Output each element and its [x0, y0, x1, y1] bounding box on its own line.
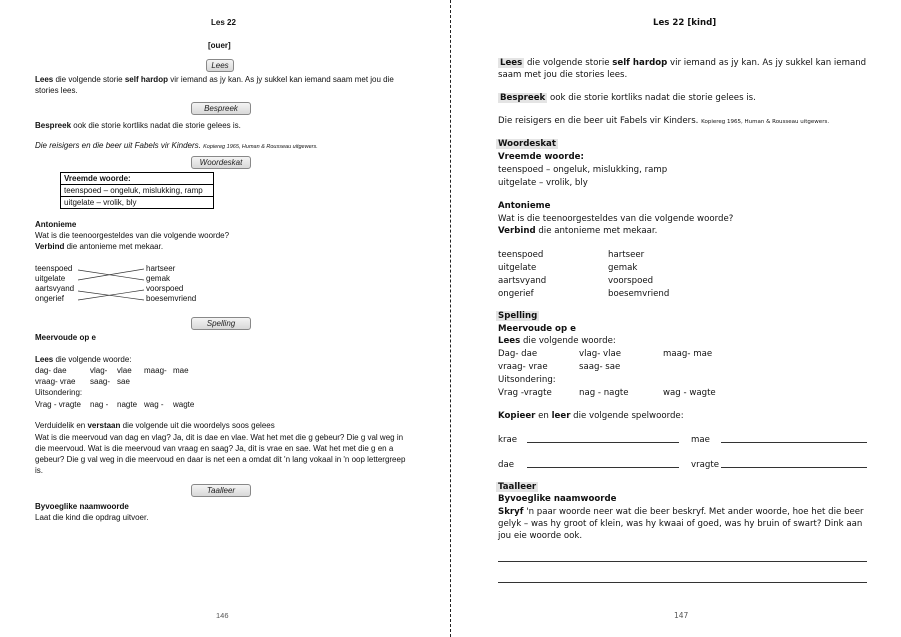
- spell-word: dae: [498, 460, 515, 470]
- page-number: 146: [216, 611, 229, 620]
- vocab-row: teenspoed – ongeluk, mislukking, ramp: [61, 184, 213, 196]
- match-left-column: [35, 264, 74, 304]
- lesson-title: Les 22 [kind]: [653, 18, 717, 28]
- page-number: 147: [674, 611, 689, 620]
- write-line[interactable]: [527, 442, 679, 443]
- kopieer-instruction: Kopieer en leer die volgende spelwoorde:: [498, 411, 684, 421]
- uitsondering-label: Uitsondering:: [35, 388, 83, 397]
- verbind-instruction: Verbind die antonieme met mekaar.: [35, 242, 164, 251]
- skryf-paragraph: Skryf 'n paar woorde neer wat die beer beskryf. Met ander woorde, hoe het die beer gelyk – was hy groot of klein, was hy kwaai of goed, was hy bruin of swart? Dink aan jou eie woorde ook.: [498, 507, 864, 541]
- vocab-line: teenspoed – ongeluk, mislukking, ramp: [498, 165, 668, 175]
- match-word: voorspoed: [608, 276, 654, 286]
- uitsondering-row: Vrag -vragte nag - nagte wag - wagte: [498, 388, 716, 398]
- plural-row: vraag- vrae saag- sae: [35, 377, 130, 386]
- match-word: ongerief: [498, 289, 534, 299]
- lees-paragraph: Lees die volgende storie self hardop vir iemand as jy kan. As jy sukkel kan iemand saam met jou die stories lees.: [35, 75, 394, 95]
- match-word: uitgelate: [35, 274, 66, 283]
- byvoeglike-heading: Byvoeglike naamwoorde: [35, 502, 129, 511]
- bespreek-paragraph: Bespreek ook die storie kortliks nadat die storie gelees is.: [500, 93, 756, 103]
- story-source: Die reisigers en die beer uit Fabels vir Kinders. Kopiereg 1965, Human & Rousseau uitgewers.: [35, 141, 318, 150]
- lees-words-instruction: Lees die volgende woorde:: [35, 355, 132, 364]
- match-word: gemak: [146, 274, 171, 283]
- vocab-line: uitgelate – vrolik, bly: [498, 178, 588, 188]
- verbind-instruction: Verbind die antonieme met mekaar.: [498, 226, 658, 236]
- match-left-column: [498, 249, 546, 301]
- match-word: boesemvriend: [146, 294, 197, 303]
- match-word: teenspoed: [35, 264, 73, 273]
- lees-button[interactable]: Lees: [206, 59, 234, 72]
- laat-instruction: Laat die kind die opdrag uitvoer.: [35, 513, 149, 522]
- write-line[interactable]: [721, 467, 867, 468]
- bespreek-paragraph: Bespreek ook die storie kortliks nadat die storie gelees is.: [35, 121, 241, 130]
- antonieme-heading: Antonieme: [498, 201, 551, 211]
- vocab-table: [60, 172, 214, 209]
- match-word: teenspoed: [498, 250, 544, 260]
- spell-word: vragte: [691, 460, 719, 470]
- taalleer-button[interactable]: Taalleer: [191, 484, 251, 497]
- lees-words-instruction: Lees die volgende woorde:: [498, 336, 616, 346]
- woordeskat-heading: Woordeskat: [498, 139, 556, 149]
- vocab-row: uitgelate – vrolik, bly: [61, 196, 213, 208]
- spell-word: mae: [691, 435, 710, 445]
- uitsondering-row: Vrag - vragte nag - nagte wag - wagte: [35, 400, 195, 409]
- lees-paragraph: Lees die volgende storie self hardop vir iemand as jy kan. As jy sukkel kan iemand saam met jou die stories lees.: [498, 58, 867, 80]
- match-word: aartsvyand: [498, 276, 547, 286]
- write-line[interactable]: [721, 442, 867, 443]
- spell-word: krae: [498, 435, 518, 445]
- write-line[interactable]: [527, 467, 679, 468]
- write-line[interactable]: [498, 582, 867, 583]
- left-page-146: [0, 0, 449, 637]
- taalleer-heading: Taalleer: [498, 482, 537, 492]
- byvoeglike-heading: Byvoeglike naamwoorde: [498, 494, 617, 504]
- right-page-147: [453, 0, 901, 637]
- meervoude-heading: Meervoude op e: [498, 324, 576, 334]
- vreemde-heading: Vreemde woorde:: [498, 152, 584, 162]
- plural-row: dag- dae vlag- vlae maag- mae: [35, 366, 189, 375]
- spelling-heading: Spelling: [498, 311, 538, 321]
- write-line[interactable]: [498, 561, 867, 562]
- story-source: Die reisigers en die beer uit Fabels vir Kinders. Kopiereg 1965, Human & Rousseau uitgewers.: [498, 116, 830, 126]
- match-word: hartseer: [146, 264, 176, 273]
- page-divider: [450, 0, 451, 637]
- match-word: boesemvriend: [608, 289, 670, 299]
- vocab-header: Vreemde woorde:: [64, 174, 131, 183]
- match-word: aartsvyand: [35, 284, 75, 293]
- match-lines: [74, 264, 149, 306]
- verduidelik-instruction: Verduidelik en verstaan die volgende uit die woordelys soos gelees: [35, 421, 275, 430]
- audience-label: [ouer]: [208, 41, 231, 50]
- plural-row: vraag- vrae saag- sae: [498, 362, 621, 372]
- match-word: gemak: [608, 263, 638, 273]
- match-word: voorspoed: [146, 284, 184, 293]
- match-word: ongerief: [35, 294, 64, 303]
- match-word: hartseer: [608, 250, 645, 260]
- antonieme-heading: Antonieme: [35, 220, 77, 229]
- woordeskat-button[interactable]: Woordeskat: [191, 156, 251, 169]
- meervoude-heading: Meervoude op e: [35, 333, 96, 342]
- plural-row: Dag- dae vlag- vlae maag- mae: [498, 349, 713, 359]
- lesson-title: Les 22: [211, 18, 236, 27]
- bespreek-button[interactable]: Bespreek: [191, 102, 251, 115]
- match-word: uitgelate: [498, 263, 537, 273]
- spelling-button[interactable]: Spelling: [191, 317, 251, 330]
- antonieme-question: Wat is die teenoorgesteldes van die volgende woorde?: [498, 214, 734, 224]
- match-right-column: [146, 264, 196, 304]
- match-right-column: [608, 249, 669, 301]
- uitsondering-label: Uitsondering:: [498, 375, 556, 385]
- antonieme-question: Wat is die teenoorgesteldes van die volgende woorde?: [35, 231, 230, 240]
- explanation-paragraph: Wat is die meervoud van dag en vlag? Ja, dit is dae en vlae. Wat het met die g gebeur? Die g val weg in die meervoud. Wat is die meervoud van vraag en saag? Ja, dit is vrae en sae. Wat het met die g en a gebeur? Die g val weg in die meervoud en daar is net een a omdat dit 'n lang vokaal in 'n oop lettergreep is.: [35, 433, 406, 475]
